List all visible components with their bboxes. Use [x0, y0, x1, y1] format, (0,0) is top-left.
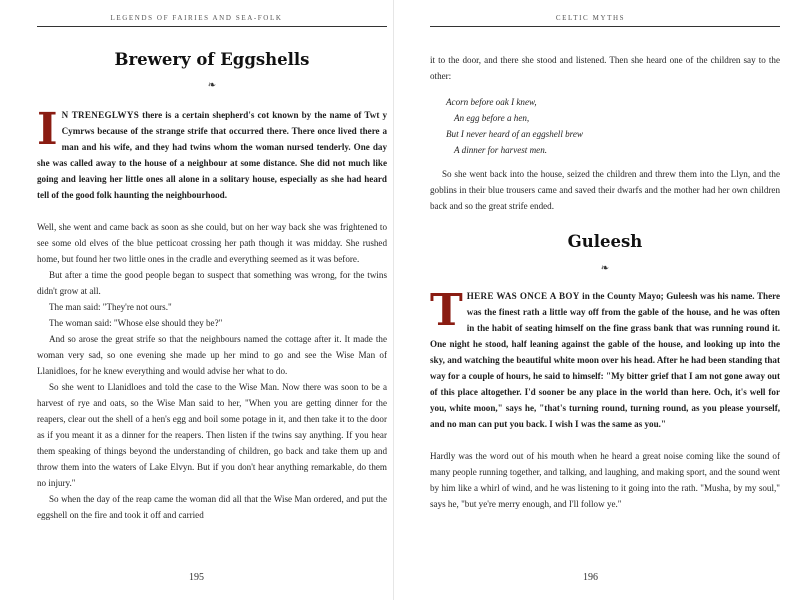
running-head-left: LEGENDS OF FAIRIES AND SEA-FOLK: [110, 14, 283, 22]
lead-in: N TRENEGLWYS: [61, 110, 140, 120]
verse: [446, 94, 746, 158]
page-number-left: 195: [189, 572, 204, 583]
fleuron-icon: ❧: [207, 80, 217, 91]
opening-text: there is a certain shepherd's cot known by the name of Twt y Cymrws because of the strange strife that occurred there. There once lived there a man and his wife, and they had twins whom the woman nursed tenderly. One day she was called away to the house of a neighbour at some distance. She did not much like going and leaving her little ones all alone in a solitary house, especially as she had heard tell of the good folk haunting the neighbourhood.: [37, 110, 387, 200]
page-number-right: 196: [583, 572, 598, 583]
story-title-guleesh: Guleesh: [567, 232, 643, 251]
paragraph: The woman said: "Whose else should they be?": [49, 318, 223, 328]
verse-line: An egg before a hen,: [454, 113, 530, 123]
paragraph: it to the door, and there she stood and listened. Then she heard one of the children say to the other:: [430, 55, 780, 81]
header-rule-left: [37, 26, 387, 27]
fleuron-icon: ❧: [600, 263, 610, 274]
opening-paragraph: [430, 285, 781, 432]
paragraph: But after a time the good people began to suspect that something was wrong, for the twins didn't grow at all.: [37, 270, 387, 296]
verse-line: But I never heard of an eggshell brew: [446, 129, 583, 139]
opening-paragraph: [37, 104, 387, 203]
drop-cap-t: T: [430, 285, 463, 336]
story-title-brewery: Brewery of Eggshells: [114, 50, 310, 69]
paragraph: Well, she went and came back as soon as she could, but on her way back she was frightened to see some old elves of the blue petticoat crossing her path though it was midday. She rushed home, but found her two little ones in the cradle and everything seemed as it was before.: [37, 222, 387, 264]
after-verse-text: [430, 166, 780, 214]
paragraph: And so arose the great strife so that the neighbours named the cottage after it. It made the woman very sad, so one evening she made up her mind to go and see the Wise Man of Llanidloes, for he knew everything and would advise her what to do.: [37, 334, 387, 376]
left-page: [0, 0, 393, 600]
right-page: [394, 0, 787, 600]
paragraph: So when the day of the reap came the woman did all that the Wise Man ordered, and put the eggshell on the fire and took it off and carried: [37, 494, 387, 520]
header-rule-right: [430, 26, 780, 27]
paragraph: Hardly was the word out of his mouth when he heard a great noise coming like the sound of many people running together, and talking, and laughing, and making sport, and the sound went by him like a whirl of wind, and he was listening to it going into the rath. "Musha, by my soul," says he, "but ye're merry enough, and I'll follow ye.": [430, 451, 780, 509]
verse-line: Acorn before oak I knew,: [446, 97, 537, 107]
running-head-right: CELTIC MYTHS: [555, 14, 626, 22]
continuation-text: [430, 52, 780, 84]
paragraph: So she went back into the house, seized the children and threw them into the Llyn, and the goblins in their blue trousers came and saved their dwarfs and the mother had her own children back and so the great strife ended.: [430, 169, 780, 211]
paragraph: So she went to Llanidloes and told the case to the Wise Man. Now there was soon to be a harvest of rye and oats, so the Wise Man said to her, "When you are getting dinner for the reapers, clear out the shell of a hen's egg and boil some potage in it, and then take it to the door as if you meant it as a dinner for the reapers. Then listen if the twins say anything. If you hear them speaking of things beyond the understanding of children, go back and take them up and throw them into the waters of Lake Elvyn. But if you don't hear anything remarkable, do them no injury.": [37, 382, 387, 488]
verse-line: A dinner for harvest men.: [454, 145, 548, 155]
story-body-left: [37, 104, 387, 523]
opening-text: in the County Mayo; Guleesh was his name. There was the finest rath a little way off from the gable of the house, and he was often in the habit of seating himself on the fine grass bank that was running round it. One night he stood, half leaning against the gable of the house, and looking up into the sky, and watching the beautiful white moon over his head. After he had been standing that way for a couple of hours, he said to himself: "My bitter grief that I am not gone away out of this place altogether. I'd sooner be any place in the world than here. Och, it's well for you, white moon," says he, "that's turning round, turning round, as you please yourself, and no man can put you back. I wish I was the same as you.": [430, 291, 781, 429]
lead-in: HERE WAS ONCE A BOY: [466, 291, 580, 301]
drop-cap-i: I: [37, 104, 58, 155]
story-body-right: [430, 285, 781, 512]
paragraph: The man said: "They're not ours.": [49, 302, 172, 312]
